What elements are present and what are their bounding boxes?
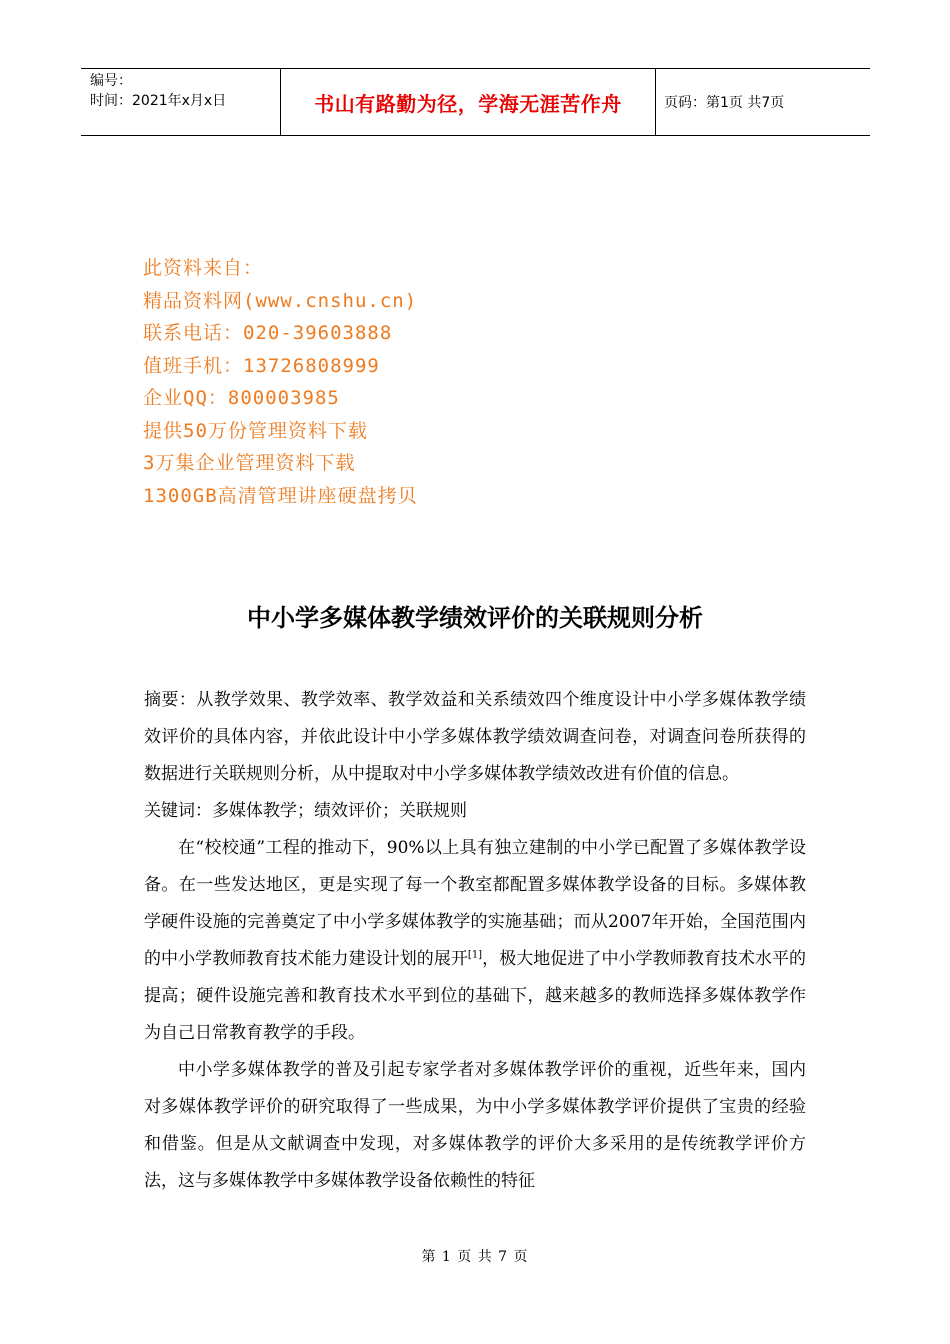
promo-line: 提供50万份管理资料下载 — [143, 419, 368, 442]
number-label: 编号： — [90, 73, 132, 89]
header-page-info: 页码：第1页 共7页 — [664, 95, 785, 111]
header-motto: 书山有路勤为径，学海无涯苦作舟 — [281, 69, 656, 135]
promo-line: 联系电话：020-39603888 — [143, 322, 393, 344]
body-paragraph-2: 中小学多媒体教学的普及引起专家学者对多媒体教学评价的重视，近些年来，国内对多媒体教学评价的研究取得了一些成果，为中小学多媒体教学评价提供了宝贵的经验和借鉴。但是从文献调查中发现，对多媒体教学的评价大多采用的是传统教学评价方法，这与多媒体教学中多媒体教学设备依赖性的特征 — [144, 1060, 806, 1191]
time-label: 时间：2021年x月x日 — [90, 93, 227, 109]
abstract-paragraph: 摘要：从教学效果、教学效率、教学效益和关系绩效四个维度设计中小学多媒体教学绩效评价的具体内容，并依此设计中小学多媒体教学绩效调查问卷，对调查问卷所获得的数据进行关联规则分析，从中提取对中小学多媒体教学绩效改进有价值的信息。 — [144, 690, 806, 784]
promo-line: 3万集企业管理资料下载 — [143, 452, 356, 474]
body-paragraph-1 — [144, 830, 806, 1052]
promo-block — [143, 252, 418, 512]
document-header — [81, 68, 870, 136]
paragraph-text: 在“校校通”工程的推动下，90%以上具有独立建制的中小学已配置了多媒体教学设备。在一些发达地区，更是实现了每一个教室都配置多媒体教学设备的目标。多媒体教学硬件设施的完善奠定了中小学多媒体教学的实施基础；而从2007年开始，全国范围内的中小学教师教育技术能力建设计划的展开 — [144, 838, 806, 969]
article-title: 中小学多媒体教学绩效评价的关联规则分析 — [247, 604, 703, 632]
article-body — [144, 682, 806, 1200]
promo-line: 值班手机：13726808999 — [143, 354, 380, 377]
promo-line: 1300GB高清管理讲座硬盘拷贝 — [143, 484, 418, 507]
paragraph-text: ，极大地促进了中小学教师教育技术水平的提高；硬件设施完善和教育技术水平到位的基础下，越来越多的教师选择多媒体教学作为自己日常教育教学的手段。 — [144, 949, 807, 1043]
promo-line: 此资料来自： — [143, 257, 264, 279]
promo-line: 企业QQ：800003985 — [143, 387, 340, 409]
page-footer: 第 1 页 共 7 页 — [421, 1249, 529, 1265]
citation-ref: [1] — [467, 949, 483, 961]
keywords-paragraph: 关键词：多媒体教学；绩效评价；关联规则 — [144, 801, 467, 821]
header-info-cell — [81, 69, 281, 135]
promo-line: 精品资料网(www.cnshu.cn) — [143, 289, 418, 312]
